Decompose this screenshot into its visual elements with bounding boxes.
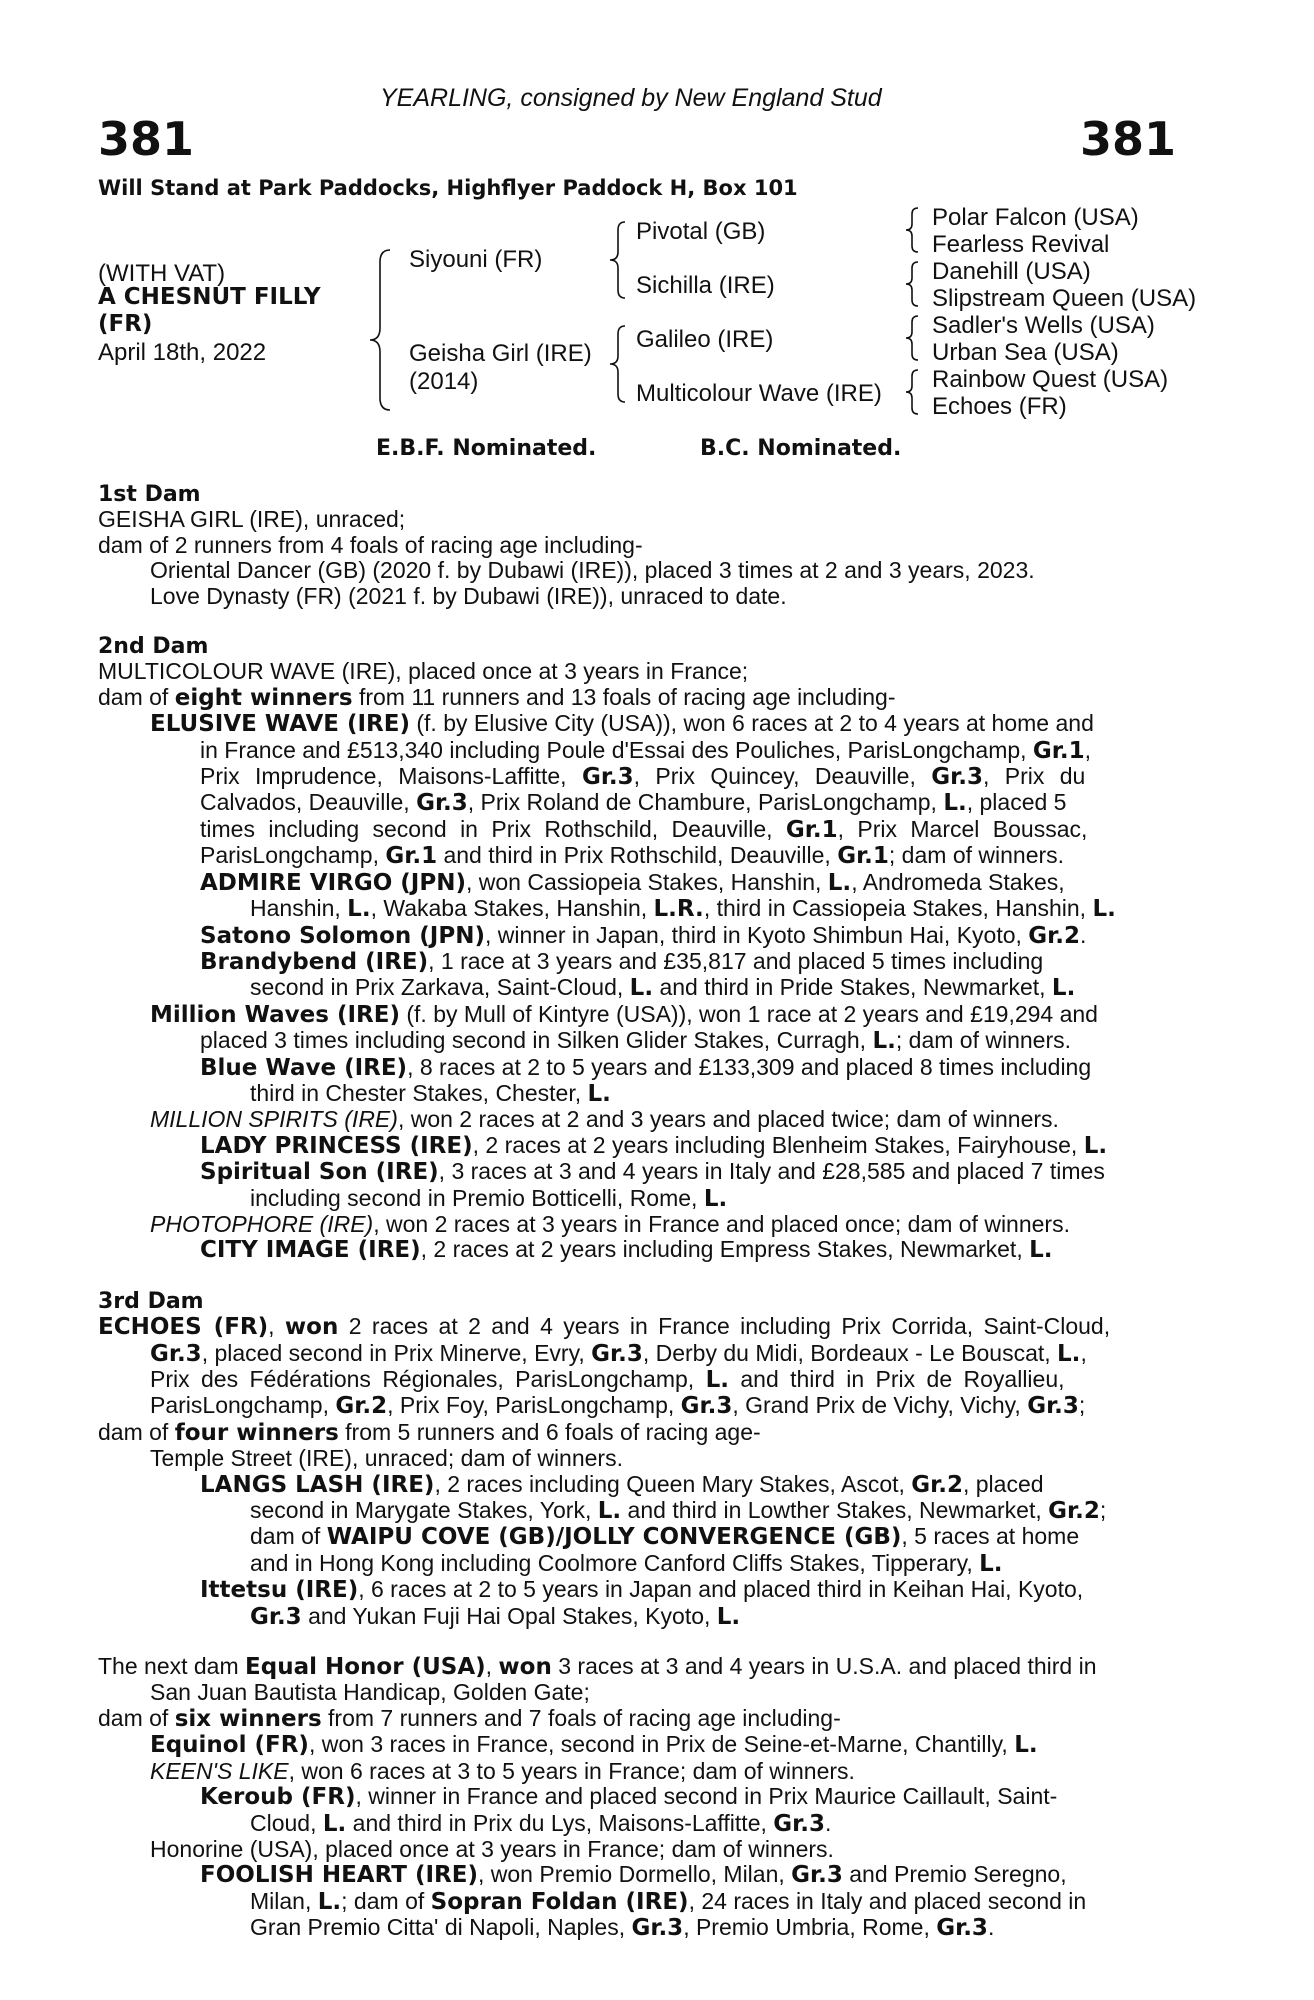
horse-name: MILLION SPIRITS (IRE): [150, 1106, 398, 1133]
text: , 24 races in Italy and placed second in: [688, 1887, 1087, 1914]
text: , Derby du Midi, Bordeaux - Le Bouscat,: [642, 1339, 1058, 1366]
horse-country: (FR): [98, 311, 153, 337]
text: dam of: [250, 1523, 327, 1550]
next-dam-paragraph: [98, 1654, 1208, 1706]
text: , winner in France and placed second in Prix Maurice Caillault, Saint-: [355, 1783, 1058, 1810]
text: and third in Pride Stakes, Newmarket,: [653, 974, 1052, 1001]
grade: Gr.3: [250, 1603, 302, 1630]
catalogue-body: [98, 482, 1208, 1942]
horse-name: Sopran Foldan (IRE): [430, 1888, 689, 1915]
horse-name: WAIPU COVE (GB)/JOLLY CONVERGENCE (GB): [326, 1524, 902, 1551]
text: , Premio Umbria, Rome,: [683, 1914, 937, 1941]
text: ,: [485, 1653, 499, 1680]
ebf-nomination: E.B.F. Nominated.: [376, 436, 597, 461]
text: , won Cassiopeia Stakes, Hanshin,: [465, 868, 828, 895]
text: , 5 races at home: [901, 1523, 1080, 1550]
entry-equinol: [150, 1732, 1208, 1758]
entry-elusive-wave: [150, 711, 1208, 869]
text: third in Chester Stakes, Chester,: [250, 1079, 588, 1106]
text: , won 2 races at 3 years in France and placed once; dam of winners.: [373, 1210, 1070, 1237]
text: Cloud,: [250, 1809, 323, 1836]
grade: L.: [1051, 975, 1076, 1002]
text: from 7 runners and 7 foals of racing age including-: [321, 1704, 841, 1731]
brace-main: [370, 250, 390, 410]
dam-sire: Galileo (IRE): [636, 326, 774, 353]
text: ParisLongchamp,: [150, 1392, 336, 1419]
entry-million-spirits: [150, 1107, 1208, 1132]
grade: Gr.1: [785, 816, 838, 843]
text: ,: [1084, 736, 1091, 763]
text: from 11 runners and 13 foals of racing age including-: [352, 683, 896, 710]
horse-name: ECHOES (FR): [98, 1314, 269, 1341]
entry-blue-wave: [200, 1055, 1208, 1108]
entry-satono-solomon: [200, 923, 1208, 949]
dam-year: (2014): [409, 368, 479, 395]
grade: Gr.2: [911, 1471, 963, 1498]
text: Calvados, Deauville,: [200, 789, 417, 816]
second-dam-summary: [98, 685, 1208, 711]
text: , 3 races at 3 and 4 years in Italy and £28,585 and placed 7 times: [438, 1158, 1105, 1185]
text: 2 races at 2 and 4 years in France including Prix Corrida, Saint-Cloud,: [338, 1313, 1111, 1340]
third-dam-heading: 3rd Dam: [98, 1288, 204, 1314]
text: , placed second in Prix Minerve, Evry,: [201, 1339, 592, 1366]
sire-sire: Pivotal (GB): [636, 218, 766, 245]
text: , won 2 races at 2 and 3 years and placed twice; dam of winners.: [397, 1106, 1059, 1133]
text: .: [824, 1809, 832, 1836]
text: dam of: [98, 1704, 175, 1731]
grade: L.: [872, 1028, 896, 1055]
second-dam-line: MULTICOLOUR WAVE (IRE), placed once at 3 years in France;: [98, 658, 749, 685]
brace-dam: [610, 326, 625, 402]
first-dam-heading: 1st Dam: [98, 482, 201, 507]
stand-location: Will Stand at Park Paddocks, Highflyer Paddock H, Box 101: [98, 176, 798, 200]
entry-ittetsu: [200, 1577, 1208, 1630]
horse-name: FOOLISH HEART (IRE): [200, 1862, 478, 1889]
entry-langs-lash: [200, 1472, 1208, 1578]
text: (f. by Elusive City (USA)), won 6 races at 2 to 4 years at home and: [409, 710, 1094, 737]
brace-sire: [610, 222, 625, 298]
horse-name: Spiritual Son (IRE): [200, 1159, 439, 1186]
lot-number-right: 381: [1080, 112, 1177, 166]
entry-echoes: [98, 1314, 1208, 1420]
text: , Andromeda Stakes,: [851, 868, 1065, 895]
text: , Grand Prix de Vichy, Vichy,: [732, 1392, 1028, 1419]
entry-lady-princess: [200, 1133, 1208, 1159]
grade: Gr.2: [335, 1393, 388, 1420]
third-dam-summary: [98, 1420, 1208, 1446]
grade: L.: [317, 1888, 342, 1915]
grade: Gr.3: [936, 1915, 988, 1942]
second-dam-heading: 2nd Dam: [98, 634, 209, 660]
text: second in Marygate Stakes, York,: [250, 1497, 598, 1524]
text: , 2 races including Queen Mary Stakes, Ascot,: [434, 1470, 912, 1497]
grade: Gr.3: [591, 1340, 643, 1367]
horse-name: Equal Honor (USA): [245, 1654, 486, 1681]
text: dam of: [98, 683, 175, 710]
text: ; dam of: [341, 1887, 431, 1914]
text: ,: [1080, 1339, 1087, 1366]
grade: L.: [322, 1810, 347, 1837]
text: 3 races at 3 and 4 years in U.S.A. and placed third in: [551, 1653, 1097, 1680]
entry-brandybend: [200, 949, 1208, 1002]
grade: L.: [827, 869, 852, 896]
text: ; dam of winners.: [888, 842, 1065, 869]
bc-nomination: B.C. Nominated.: [700, 436, 902, 461]
text: Milan,: [250, 1887, 318, 1914]
text: Gran Premio Citta' di Napoli, Naples,: [250, 1914, 632, 1941]
first-dam-produce-summary: dam of 2 runners from 4 foals of racing age including-: [98, 531, 643, 558]
text: , Prix Marcel Boussac,: [837, 815, 1088, 842]
grade: L.: [705, 1367, 729, 1393]
horse-name: ADMIRE VIRGO (JPN): [200, 869, 466, 896]
won-label: won: [284, 1314, 339, 1341]
text: times including second in Prix Rothschild, Deauville,: [200, 815, 786, 842]
horse-name: Million Waves (IRE): [150, 1001, 400, 1028]
text: ; dam of winners.: [895, 1027, 1072, 1054]
text: ,: [268, 1313, 285, 1340]
grade: Gr.1: [837, 843, 889, 870]
text: and Premio Seregno,: [842, 1861, 1067, 1888]
horse-name: Ittetsu (IRE): [200, 1577, 359, 1604]
gen3-danehill: Danehill (USA): [932, 258, 1091, 285]
text: Hanshin,: [250, 895, 348, 922]
consignment-line: YEARLING, consigned by New England Stud: [380, 84, 882, 112]
text: .: [1079, 921, 1087, 948]
produce-love-dynasty: Love Dynasty (FR) (2021 f. by Dubawi (IRE)), unraced to date.: [150, 582, 787, 609]
grade: L.: [979, 1550, 1003, 1577]
text: second in Prix Zarkava, Saint-Cloud,: [250, 974, 630, 1001]
winners-count: six winners: [174, 1705, 322, 1732]
grade: Gr.3: [931, 764, 983, 791]
entry-city-image: [200, 1237, 1208, 1263]
grade: Gr.3: [773, 1810, 825, 1837]
foaling-date: April 18th, 2022: [98, 339, 267, 366]
horse-name: A CHESNUT FILLY: [98, 284, 321, 310]
grade: Gr.3: [791, 1862, 843, 1889]
text: and third in Prix du Lys, Maisons-Laffitte,: [346, 1809, 774, 1836]
gen3-slipstream-queen: Slipstream Queen (USA): [932, 285, 1197, 312]
text: , 6 races at 2 to 5 years in Japan and placed third in Keihan Hai, Kyoto,: [358, 1576, 1084, 1603]
grade: L.: [597, 1498, 622, 1525]
text: ParisLongchamp,: [200, 842, 386, 869]
gen3-urban-sea: Urban Sea (USA): [932, 339, 1119, 366]
text: ;: [1099, 1497, 1107, 1524]
grade: Gr.1: [1032, 737, 1085, 764]
text: (f. by Mull of Kintyre (USA)), won 1 race at 2 years and £19,294 and: [399, 1000, 1098, 1027]
text: , Prix Foy, ParisLongchamp,: [387, 1392, 681, 1419]
gen3-sadlers-wells: Sadler's Wells (USA): [932, 312, 1155, 339]
text: , placed: [962, 1470, 1044, 1497]
brace-sichilla: [906, 262, 918, 306]
grade: L.: [716, 1603, 741, 1630]
next-dam-summary: [98, 1706, 1208, 1732]
text: , won 6 races at 3 to 5 years in France; dam of winners.: [288, 1757, 855, 1784]
text: and in Hong Kong including Coolmore Canford Cliffs Stakes, Tipperary,: [250, 1549, 980, 1576]
grade: Gr.3: [150, 1340, 202, 1367]
text: and Yukan Fuji Hai Opal Stakes, Kyoto,: [301, 1602, 717, 1629]
text: and third in Prix de Royallieu,: [728, 1366, 1065, 1392]
brace-pivotal: [906, 208, 918, 252]
grade: Gr.3: [416, 790, 468, 817]
dam-name: Geisha Girl (IRE): [409, 340, 592, 367]
text: The next dam: [98, 1653, 246, 1680]
text: , 1 race at 3 years and £35,817 and placed 5 times including: [428, 947, 1044, 974]
grade: L.: [1014, 1732, 1038, 1759]
dam-dam: Multicolour Wave (IRE): [636, 380, 882, 407]
text: .: [987, 1914, 995, 1941]
entry-temple-street: Temple Street (IRE), unraced; dam of winners.: [150, 1445, 623, 1472]
text: dam of: [98, 1418, 175, 1445]
text: from 5 runners and 6 foals of racing age-: [338, 1418, 761, 1445]
text: , Wakaba Stakes, Hanshin,: [370, 895, 654, 922]
entry-admire-virgo: [200, 870, 1208, 923]
sire-name: Siyouni (FR): [409, 246, 543, 273]
winners-count: four winners: [174, 1419, 339, 1446]
text: , 2 races at 2 years including Empress Stakes, Newmarket,: [420, 1236, 1030, 1263]
entry-keroub: [200, 1784, 1208, 1837]
produce-oriental-dancer: Oriental Dancer (GB) (2020 f. by Dubawi (IRE)), placed 3 times at 2 and 3 years, 2023.: [150, 557, 1035, 584]
grade: L.: [1029, 1237, 1053, 1264]
horse-name: KEEN'S LIKE: [150, 1757, 289, 1784]
grade: Gr.3: [680, 1393, 733, 1420]
entry-million-waves: [150, 1002, 1208, 1055]
text: placed 3 times including second in Silken Glider Stakes, Curragh,: [200, 1027, 873, 1054]
grade: L.: [1092, 896, 1116, 923]
text: , winner in Japan, third in Kyoto Shimbun Hai, Kyoto,: [484, 921, 1029, 948]
grade: L.: [587, 1080, 611, 1107]
horse-name: CITY IMAGE (IRE): [200, 1237, 421, 1264]
grade: Gr.3: [631, 1915, 684, 1942]
entry-honorine: Honorine (USA), placed once at 3 years in France; dam of winners.: [150, 1835, 834, 1862]
winners-count: eight winners: [174, 684, 353, 711]
horse-name: PHOTOPHORE (IRE): [150, 1210, 374, 1237]
sire-dam: Sichilla (IRE): [636, 272, 775, 299]
text: Prix Imprudence, Maisons-Laffitte,: [200, 763, 582, 790]
vat-note: (WITH VAT): [98, 260, 226, 287]
text: ;: [1078, 1392, 1086, 1419]
grade: L.: [1083, 1132, 1108, 1159]
horse-name: Blue Wave (IRE): [200, 1054, 408, 1081]
grade: Gr.2: [1028, 922, 1080, 949]
horse-name: Brandybend (IRE): [200, 948, 429, 975]
grade: L.: [1057, 1340, 1081, 1367]
grade: L.R.: [653, 896, 704, 923]
grade: L.: [629, 975, 654, 1002]
won-label: won: [498, 1654, 552, 1681]
text: , 8 races at 2 to 5 years and £133,309 and placed 8 times including: [407, 1053, 1092, 1080]
entry-keens-like: [150, 1759, 1208, 1784]
lot-number-left: 381: [98, 112, 195, 166]
horse-name: Satono Solomon (JPN): [200, 922, 485, 949]
grade: Gr.2: [1048, 1498, 1100, 1525]
text: , won Premio Dormello, Milan,: [478, 1861, 792, 1888]
horse-name: ELUSIVE WAVE (IRE): [150, 711, 410, 738]
horse-name: Equinol (FR): [150, 1732, 309, 1759]
text: and third in Lowther Stakes, Newmarket,: [621, 1497, 1049, 1524]
text: , won 3 races in France, second in Prix de Seine-et-Marne, Chantilly,: [308, 1731, 1015, 1758]
text: San Juan Bautista Handicap, Golden Gate;: [150, 1679, 590, 1706]
text: , Prix Roland de Chambure, ParisLongchamp,: [467, 789, 944, 816]
horse-name: LADY PRINCESS (IRE): [200, 1132, 473, 1159]
text: , 2 races at 2 years including Blenheim Stakes, Fairyhouse,: [472, 1131, 1084, 1158]
gen3-rainbow-quest: Rainbow Quest (USA): [932, 366, 1169, 393]
horse-name: Keroub (FR): [200, 1784, 356, 1811]
text: , third in Cassiopeia Stakes, Hanshin,: [703, 895, 1093, 922]
grade: Gr.1: [385, 843, 438, 870]
grade: Gr.3: [1027, 1393, 1079, 1420]
grade: Gr.3: [581, 764, 634, 791]
first-dam-line: GEISHA GIRL (IRE), unraced;: [98, 506, 406, 533]
text: and third in Prix Rothschild, Deauville,: [437, 842, 838, 869]
gen3-echoes: Echoes (FR): [932, 393, 1067, 420]
entry-foolish-heart: [200, 1862, 1208, 1941]
text: , placed 5: [966, 789, 1067, 816]
gen3-polar-falcon: Polar Falcon (USA): [932, 204, 1139, 231]
grade: L.: [703, 1185, 728, 1212]
text: in France and £513,340 including Poule d'Essai des Pouliches, ParisLongchamp,: [200, 736, 1033, 763]
horse-name: LANGS LASH (IRE): [200, 1471, 435, 1498]
text: including second in Premio Botticelli, Rome,: [250, 1184, 704, 1211]
text: , Prix Quincey, Deauville,: [633, 763, 932, 790]
grade: L.: [943, 790, 967, 817]
brace-multicolour: [906, 370, 918, 414]
entry-spiritual-son: [200, 1159, 1208, 1212]
gen3-fearless-revival: Fearless Revival: [932, 231, 1110, 258]
text: , Prix du: [982, 763, 1086, 790]
text: Prix des Fédérations Régionales, ParisLongchamp,: [150, 1366, 706, 1392]
grade: L.: [347, 896, 371, 923]
entry-photophore: [150, 1212, 1208, 1237]
brace-galileo: [906, 316, 918, 360]
